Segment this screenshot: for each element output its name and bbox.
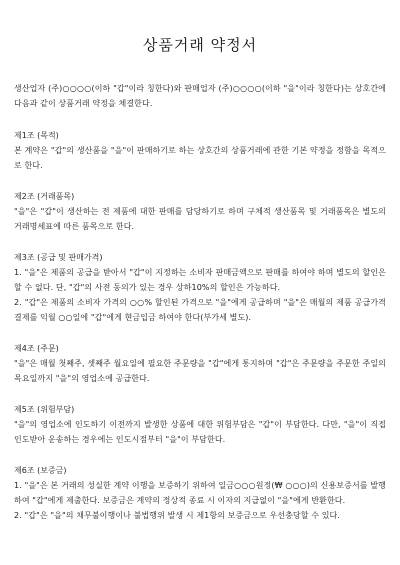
article-paragraph: "을"은 "갑"이 생산하는 전 제품에 대한 판매를 담당하기로 하며 구체적 생산품목 및 거래품목은 별도의 거래명세표에 따른 품목으로 한다. [14, 207, 386, 231]
article-heading: 제5조 (위험부담) [14, 405, 75, 414]
article-body [14, 478, 386, 523]
article-paragraph: 2. "갑"은 제품의 소비자 가격의 ○○% 할인된 가격으로 "을"에게 공급하며 "을"은 매월의 제품 공급가격 결제를 익월 ○○일에 "갑"에게 현금입금 하여야 한다(부가세 별도). [14, 298, 386, 322]
article-section [14, 402, 386, 447]
article-body [14, 356, 386, 386]
article-body [14, 417, 386, 447]
article-body [14, 265, 386, 325]
document-title: 상품거래 약정서 [142, 36, 258, 54]
article-paragraph: "을"의 영업소에 인도하기 이전까지 발생한 상품에 대한 위험부담은 "갑"이 부담한다. 다만, "을"이 직접 인도받아 운송하는 경우에는 인도시점부터 "을"이 부담한다. [14, 420, 386, 444]
article-heading: 제3조 (공급 및 판매가격) [14, 253, 103, 262]
article-heading: 제1조 (목적) [14, 131, 59, 140]
article-paragraph: 본 계약은 "갑"의 생산품을 "을"이 판매하기로 하는 상호간의 상품거래에 관한 기본 약정을 정함을 목적으로 한다. [14, 146, 386, 170]
article-section [14, 189, 386, 234]
article-section [14, 463, 386, 523]
intro-paragraph: 생산업자 (주)○○○○(이하 "갑"이라 칭한다)와 판매업자 (주)○○○○(이하 "을"이라 칭한다)는 상호간에 다음과 같이 상품거래 약정을 체결한다. [14, 84, 386, 108]
article-heading: 제2조 (거래품목) [14, 192, 75, 201]
article-paragraph: "을"은 매월 첫째주, 셋째주 월요일에 필요한 주문량을 "갑"에게 통지하며 "갑"은 주문량을 주문한 주일의 목요일까지 "을"의 영업소에 공급한다. [14, 359, 386, 383]
article-paragraph: 1. "을"은 제품의 공급을 받아서 "갑"이 지정하는 소비자 판매금액으로 판매를 하여야 하며 별도의 할인은 할 수 없다. 단, "갑"의 사전 동의가 있는 경우 상하10%의 할인은 가능하다. [14, 268, 386, 292]
article-section [14, 128, 386, 173]
article-heading: 제4조 (주문) [14, 344, 59, 353]
article-paragraph: 1. "을"은 본 거래의 성실한 계약 이행을 보증하기 위하여 일금○○○원정(₩ ○○○)의 신용보증서를 발행하여 "갑"에게 제출한다. 보증금은 계약의 정상적 종료 시 이자의 지급없이 "을"에게 반환한다. [14, 481, 386, 505]
article-paragraph: 2. "갑"은 "을"의 채무불이행이나 불법행위 발생 시 제1항의 보증금으로 우선충당할 수 있다. [14, 511, 341, 520]
article-body [14, 143, 386, 173]
article-section [14, 250, 386, 325]
article-body [14, 204, 386, 234]
article-heading: 제6조 (보증금) [14, 466, 67, 475]
articles-list [14, 128, 386, 523]
article-section [14, 341, 386, 386]
